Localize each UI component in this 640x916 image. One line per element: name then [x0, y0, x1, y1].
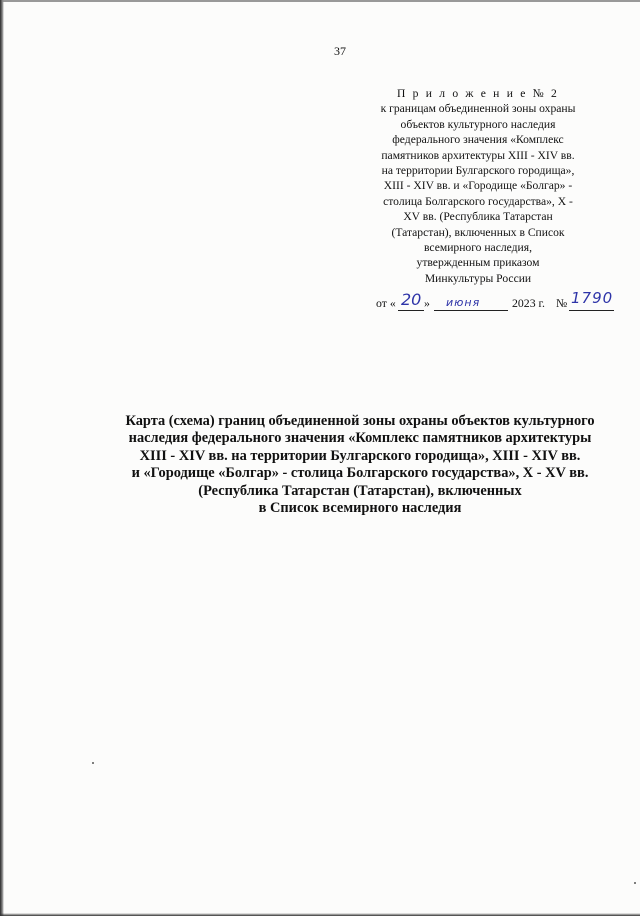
- map-title-line: в Список всемирного наследия: [258, 500, 462, 517]
- handwritten-day: 20: [401, 290, 422, 309]
- appendix-line: утвержденным приказом: [416, 256, 540, 270]
- month-underline: [434, 310, 508, 311]
- appendix-line: памятников архитектуры XIII - XIV вв.: [381, 148, 575, 162]
- appendix-line: Минкультуры России: [424, 271, 532, 285]
- scan-speck: [92, 762, 94, 764]
- order-close-quote: »: [424, 296, 430, 310]
- handwritten-order-number: 1790: [571, 289, 614, 307]
- order-year: 2023 г.: [512, 296, 545, 310]
- appendix-block: [360, 86, 596, 286]
- appendix-line: всемирного наследия,: [424, 241, 532, 255]
- page-number: 37: [334, 44, 346, 58]
- day-underline: [398, 310, 424, 311]
- map-title-line: XIII - XIV вв. на территории Булгарского городища», XIII - XIV вв.: [139, 447, 581, 464]
- scan-speck: [634, 882, 636, 884]
- order-date-line: [376, 289, 626, 324]
- appendix-line: федерального значения «Комплекс: [392, 133, 564, 147]
- appendix-line: (Татарстан), включенных в Список: [391, 225, 565, 239]
- appendix-line: XIII - XIV вв. и «Городище «Болгар» -: [383, 179, 573, 193]
- map-title: [60, 413, 640, 517]
- appendix-line: столица Болгарского государства», X -: [383, 194, 573, 208]
- order-prefix: от «: [376, 296, 396, 310]
- appendix-line: на территории Булгарского городища»,: [381, 164, 575, 178]
- appendix-line: к границам объединенной зоны охраны: [380, 102, 576, 116]
- appendix-line: XV вв. (Республика Татарстан: [403, 210, 553, 224]
- handwritten-month: июня: [446, 296, 481, 309]
- order-number-sign: №: [556, 296, 568, 310]
- map-title-line: Карта (схема) границ объединенной зоны охраны объектов культурного: [125, 413, 595, 429]
- appendix-line: объектов культурного наследия: [400, 117, 556, 131]
- scan-edge-left: [0, 0, 4, 916]
- appendix-title: П р и л о ж е н и е № 2: [396, 87, 559, 100]
- map-title-line: наследия федерального значения «Комплекс памятников архитектуры: [128, 430, 592, 447]
- map-title-line: (Республика Татарстан (Татарстан), включенных: [198, 482, 522, 499]
- number-underline: [569, 310, 614, 311]
- map-title-line: и «Городище «Болгар» - столица Болгарского государства», X - XV вв.: [131, 465, 589, 482]
- scan-edge-top: [0, 0, 640, 2]
